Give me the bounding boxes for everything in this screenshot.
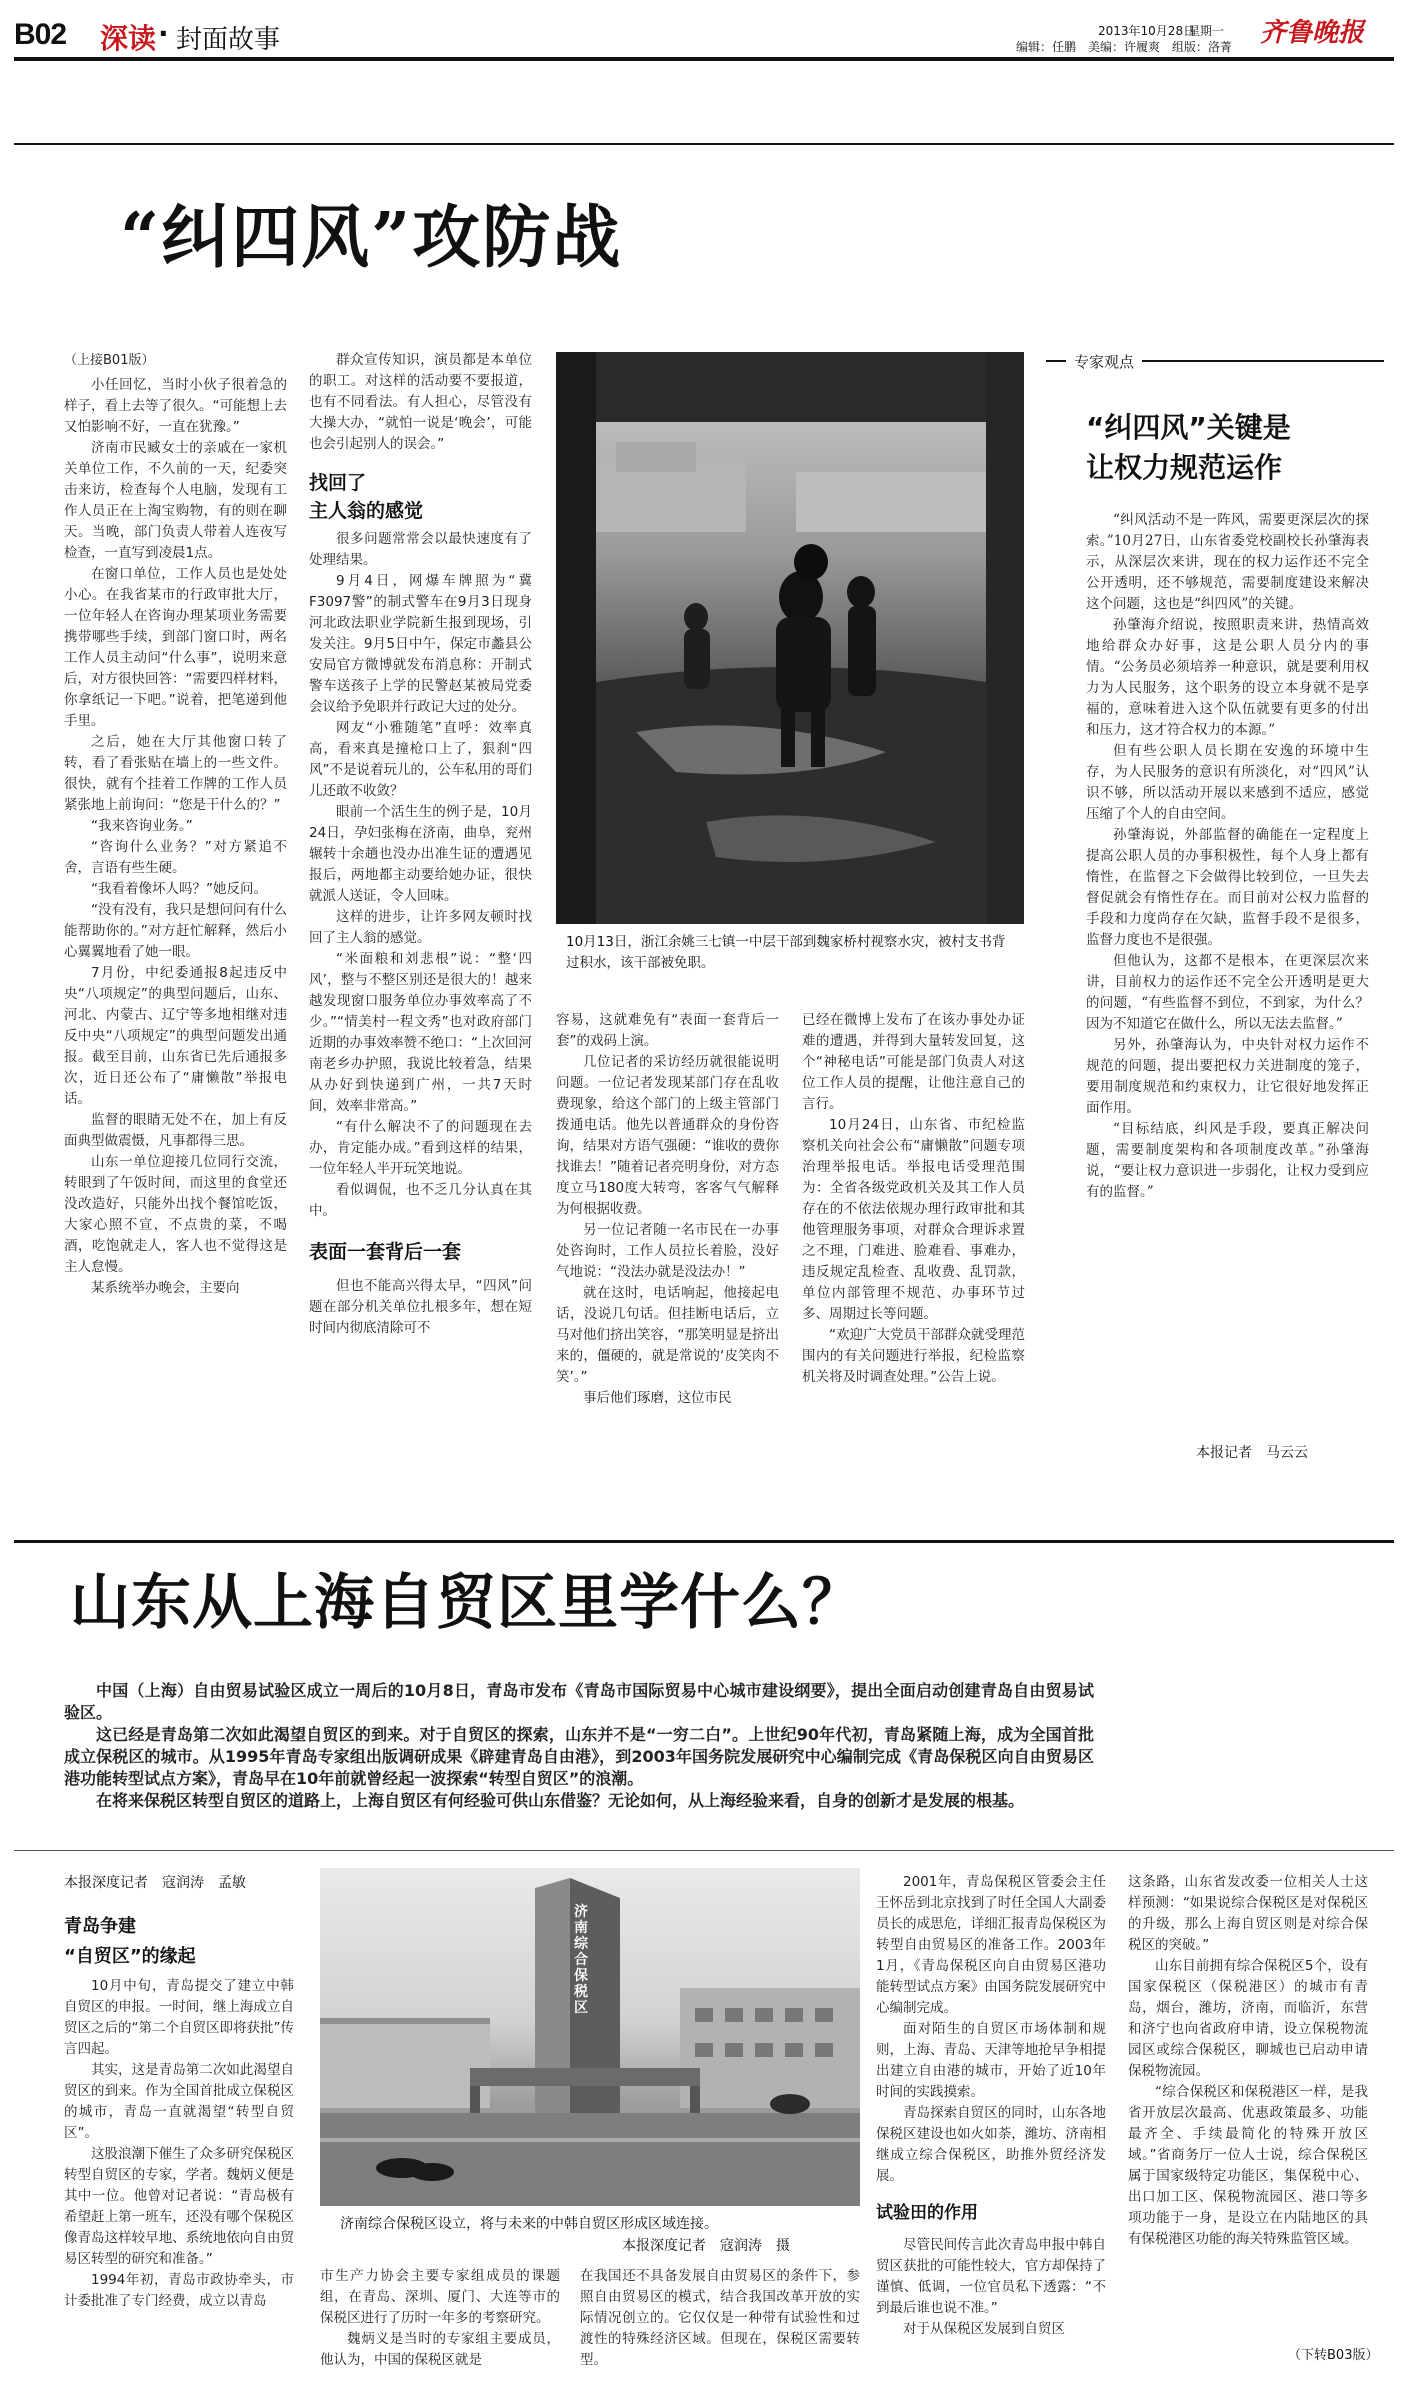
- paragraph: 群众宣传知识，演员都是本单位的职工。对这样的活动要不要报道，也有不同看法。有人担心，尽管没有大操大办，“就怕一说是‘晚会’，可能也会引起别人的误会。”: [309, 352, 532, 452]
- expert-view-sidebar: [1046, 352, 1384, 1532]
- paragraph: 孙肇海说，外部监督的确能在一定程度上提高公职人员的办事积极性，每个人身上都有惰性，在监督之下会做得比较到位，一旦失去督促就会有惰性存在。而目前对公权力监督的手段和力度尚存在欠缺，监督手段不是很多，监督力度也不是很强。: [1086, 827, 1369, 948]
- paragraph: “我来咨询业务。”: [91, 818, 193, 834]
- section-dot: ·: [158, 17, 169, 50]
- paragraph: 在我国还不具备发展自由贸易区的条件下，参照自由贸易区的模式，结合我国改革开放的实际情况创立的。它仅仅是一种带有试验性和过渡性的特殊经济区域。但现在，保税区需要转型。: [580, 2268, 860, 2368]
- paragraph: 网友“小雅随笔”直呼：效率真高，看来真是撞枪口上了，狠刹“四风”不是说着玩儿的，公车私用的哥们儿还敢不收敛？: [309, 720, 532, 799]
- issue-date: 2013年10月28日: [1098, 24, 1196, 38]
- paragraph: 7月份，中纪委通报8起违反中央“八项规定”的典型问题后，山东、河北、内蒙古、辽宁等多地相继对违反中央“八项规定”的典型问题发出通报。截至目前，山东省已先后通报多次，近日还公布了“庸懒散”举报电话。: [64, 965, 287, 1107]
- story1-subhead-1: [309, 469, 532, 525]
- paragraph: 但他认为，这都不是根本，在更深层次来讲，目前权力的运作还不完全公开透明是更大的问题，“有些监督不到位，不到家，为什么？因为不知道它在做什么，所以无法去监督。”: [1086, 953, 1369, 1032]
- section-label: 深读: [100, 22, 157, 55]
- paragraph: 山东目前拥有综合保税区5个，设有国家保税区（保税港区）的城市有青岛，烟台，潍坊，济南，而临沂，东营和济宁也向省政府申请，设立保税物流园区或综合保税区，聊城也已启动申请保税物流园。: [1128, 1958, 1368, 2079]
- paragraph: 另一位记者随一名市民在一办事处咨询时，工作人员拉长着脸，没好气地说：“没法办就是没法办！”: [556, 1222, 779, 1280]
- paragraph: 另外，孙肇海认为，中央针对权力运作不规范的问题，提出要把权力关进制度的笼子，要用制度规范和约束权力，让它很好地发挥正面作用。: [1086, 1037, 1369, 1116]
- lead-paragraph: 在将来保税区转型自贸区的道路上，上海自贸区有何经验可供山东借鉴？无论如何，从上海经验来看，自身的创新才是发展的根基。: [96, 1791, 1025, 1810]
- paragraph: 某系统举办晚会，主要向: [91, 1280, 240, 1296]
- paragraph: “没有没有，我只是想问问有什么能帮助你的。”对方赶忙解释，然后小心翼翼地看了她一眼。: [64, 902, 287, 960]
- bonded-zone-photo-credit: 本报深度记者 寇润涛 摄: [622, 2238, 790, 2254]
- story2-column-2: [320, 2266, 560, 2368]
- bonded-zone-photo-caption: 济南综合保税区设立，将与未来的中韩自贸区形成区域连接。: [340, 2216, 718, 2232]
- lead-paragraph: 中国（上海）自由贸易试验区成立一周后的10月8日，青岛市发布《青岛市国际贸易中心城市建设纲要》，提出全面启动创建青岛自由贸易试验区。: [64, 1681, 1094, 1722]
- bonded-zone-illustration: [320, 1868, 860, 2206]
- editor-credits: 编辑：任鹏 美编：许履爽 组版：洛菁: [1016, 40, 1233, 54]
- newspaper-logo: 齐鲁晚报: [1260, 18, 1365, 48]
- flood-photo-illustration: [556, 352, 1024, 924]
- bonded-zone-photo: [320, 1868, 860, 2206]
- story2-column-5: [1128, 1872, 1368, 2312]
- story2-subhead-2: 试验田的作用: [876, 2203, 978, 2223]
- story1-column-2: [309, 350, 532, 1525]
- paragraph: “米面粮和刘悲根”说：“整‘四风’，整与不整区别还是很大的！越来越发现窗口服务单位办事效率高了不少。”“情美村一程文秀”也对政府部门近期的办事效率赞不绝口：“上次回河南老乡办护照，我说比较着急，结果从办好到快递到广州，一共7天时间，效率非常高。”: [309, 951, 532, 1114]
- paragraph: 9月4日，网爆车牌照为“冀F3097警”的制式警车在9月3日现身河北政法职业学院新生报到现场，引发关注。9月5日中午，保定市蠡县公安局官方微博就发布消息称：开制式警车送孩子上学的民警赵某被局党委会议给予免职并行政记大过的处分。: [309, 573, 532, 715]
- paragraph: 魏炳义是当时的专家组主要成员，他认为，中国的保税区就是: [320, 2331, 560, 2368]
- paragraph: 已经在微博上发布了在该办事处办证难的遭遇，并得到大量转发回复，这个“神秘电话”可能是部门负责人对这位工作人员的提醒，让他注意自己的言行。: [802, 1012, 1025, 1112]
- paragraph: 山东一单位迎接几位同行交流，转眼到了午饭时间，而这里的食堂还没改造好，只能外出找个餐馆吃饭，大家心照不宣，不点贵的菜，不喝酒，吃饱就走人，客人也不觉得这是主人怠慢。: [64, 1154, 287, 1275]
- story1-col1-body: [64, 375, 287, 1299]
- header-rule-thick: [14, 57, 1394, 61]
- header-rule-thin: [14, 143, 1394, 145]
- story2-column-3: [580, 2266, 860, 2368]
- paragraph: 青岛探索自贸区的同时，山东各地保税区建设也如火如荼，潍坊、济南相继成立综合保税区，助推外贸经济发展。: [876, 2105, 1106, 2184]
- paragraph: 容易，这就难免有“表面一套背后一套”的戏码上演。: [556, 1012, 779, 1049]
- story1-subhead-2: 表面一套背后一套: [309, 1241, 462, 1263]
- paragraph: 市生产力协会主要专家组成员的课题组，在青岛、深圳、厦门、大连等市的保税区进行了历时一年多的考察研究。: [320, 2268, 560, 2326]
- paragraph: 监督的眼睛无处不在，加上有反面典型做震慑，凡事都得三思。: [64, 1112, 287, 1149]
- sidebar-headline-line2: 让权力规范运作: [1086, 451, 1283, 484]
- page-header: [0, 0, 1409, 60]
- story2-byline: 本报深度记者 寇润涛 孟敏: [64, 1875, 246, 1891]
- subsection-label: 封面故事: [176, 25, 281, 55]
- lead-paragraph: 这已经是青岛第二次如此渴望自贸区的到来。对于自贸区的探索，山东并不是“一穷二白”。上世纪90年代初，青岛紧随上海，成为全国首批成立保税区的城市。从1995年青岛专家组出版调研成果《辟建青岛自由港》，到2003年国务院发展研究中心编制完成《青岛保税区向自由贸易区港功能转型试点方案》，青岛早在10年前就曾经起一波探索“转型自贸区”的浪潮。: [64, 1725, 1094, 1788]
- paragraph: “我看着像坏人吗？”她反问。: [91, 881, 267, 897]
- paragraph: “欢迎广大党员干部群众就受理范围内的有关问题进行举报，纪检监察机关将及时调查处理。”公告上说。: [802, 1327, 1025, 1385]
- story2-subhead-1: [64, 1912, 294, 1972]
- paragraph: 1994年初，青岛市政协牵头，市计委批准了专门经费，成立以青岛: [64, 2272, 294, 2309]
- continued-to-note: （下转B03版）: [1288, 2348, 1379, 2363]
- paragraph: 但有些公职人员长期在安逸的环境中生存，为人民服务的意识有所淡化，对“四风”认识不够，所以活动开展以来感到不适应，感觉压缩了个人的自由空间。: [1086, 743, 1369, 822]
- paragraph: 10月中旬，青岛提交了建立中韩自贸区的申报。一时间，继上海成立自贸区之后的“第二个自贸区即将获批”传言四起。: [64, 1978, 294, 2057]
- paragraph: 这条路，山东省发改委一位相关人士这样预测：“如果说综合保税区是对保税区的升级，那么上海自贸区则是对综合保税区的突破。”: [1128, 1874, 1368, 1953]
- sidebar-tag: 专家观点: [1066, 352, 1142, 372]
- paragraph: “纠风活动不是一阵风，需要更深层次的探索。”10月27日，山东省委党校副校长孙肇海表示，从深层次来讲，现在的权力运作还不完全公开透明，还不够规范，需要制度建设来解决这个问题，这也是“纠四风”的关键。: [1086, 512, 1369, 612]
- paragraph: 尽管民间传言此次青岛申报中韩自贸区获批的可能性较大，官方却保持了谨慎、低调，一位官员私下透露：“不到最后谁也说不准。”: [876, 2237, 1106, 2316]
- paragraph: “综合保税区和保税港区一样，是我省开放层次最高、优惠政策最多、功能最齐全、手续最简化的特殊开放区域。”省商务厅一位人士说，综合保税区属于国家级特定功能区，集保税中心、出口加工区、保税物流园区、港口等多项功能于一身，是设立在内陆地区的具有保税港区功能的海关特殊监管区域。: [1128, 2084, 1368, 2247]
- paragraph: 这样的进步，让许多网友顿时找回了主人翁的感觉。: [309, 909, 532, 946]
- paragraph: 小任回忆，当时小伙子很着急的样子，看上去等了很久。“可能想上去又怕影响不好，一直在犹豫。”: [64, 377, 287, 435]
- paragraph: 这股浪潮下催生了众多研究保税区转型自贸区的专家，学者。魏炳义便是其中一位。他曾对记者说：“青岛极有希望赶上第一班车，还没有哪个保税区像青岛这样较早地、系统地依向自由贸易区转型的研究和准备。”: [64, 2146, 294, 2267]
- subhead-line: 主人翁的感觉: [309, 500, 424, 522]
- sidebar-byline: 本报记者 马云云: [1196, 1445, 1308, 1461]
- story2-headline: 山东从上海自贸区里学什么？: [70, 1568, 863, 1638]
- story1-column-3: [556, 1010, 779, 1525]
- paragraph: 几位记者的采访经历就很能说明问题。一位记者发现某部门存在乱收费现象，给这个部门的上级主管部门拨通电话。他先以普通群众的身份咨询，结果对方语气强硬：“谁收的费你找谁去！”随着记者亮明身份，对方态度立马180度大转弯，客客气气解释为何根据收费。: [556, 1054, 779, 1217]
- story1-headline: “纠四风”攻防战: [120, 198, 623, 278]
- paragraph: 对于从保税区发展到自贸区: [903, 2321, 1065, 2337]
- subhead-line: 青岛争建: [64, 1916, 136, 1937]
- paragraph: “咨询什么业务？”对方紧追不舍，言语有些生硬。: [64, 839, 287, 876]
- paragraph: “有什么解决不了的问题现在去办，肯定能办成。”看到这样的结果，一位年轻人半开玩笑地说。: [309, 1119, 532, 1177]
- subhead-line: 找回了: [309, 472, 367, 494]
- paragraph: 在窗口单位，工作人员也是处处小心。在我省某市的行政审批大厅，一位年轻人在咨询办理某项业务需要携带哪些手续，到部门窗口时，两名工作人员主动问“什么事”，说明来意后，对方很快回答：“需要四样材料，你拿纸记一下吧。”说着，把笔递到他手里。: [64, 566, 287, 729]
- story1-column-1: [64, 350, 287, 1525]
- paragraph: 面对陌生的自贸区市场体制和规则，上海、青岛、天津等地抢早争相提出建立自由港的城市，开始了近10年时间的实践摸索。: [876, 2021, 1106, 2100]
- paragraph: 2001年，青岛保税区管委会主任王怀岳到北京找到了时任全国人大副委员长的成思危，详细汇报青岛保税区为转型自由贸易区的准备工作。2003年1月，《青岛保税区向自由贸易区港功能转型试点方案》由国务院发展研究中心编制完成。: [876, 1874, 1106, 2016]
- gate-sign-text: 济南综合保税区: [574, 1904, 588, 2016]
- paragraph: 其实，这是青岛第二次如此渴望自贸区的到来。作为全国首批成立保税区的城市，青岛一直就渴望“转型自贸区”。: [64, 2062, 294, 2141]
- paragraph: 10月24日，山东省、市纪检监察机关向社会公布“庸懒散”问题专项治理举报电话。举报电话受理范围为：全省各级党政机关及其工作人员存在的不依法依规办理行政审批和其他管理服务事项，对群众合理诉求置之不理，门难进、脸难看、事难办，违反规定乱检查、乱收费、乱罚款，单位内部管理不规范、办事环节过多、周期过长等问题。: [802, 1117, 1025, 1322]
- issue-weekday: 星期一: [1188, 24, 1225, 38]
- paragraph: 看似调侃，也不乏几分认真在其中。: [309, 1182, 532, 1219]
- paragraph: “目标结底，纠风是手段，要真正解决问题，需要制度架构和各项制度改革。”孙肇海说，“要让权力意识进一步弱化，让权力受到应有的监督。”: [1086, 1121, 1369, 1200]
- paragraph: 很多问题常常会以最快速度有了处理结果。: [309, 531, 532, 568]
- subhead-line: “自贸区”的缘起: [64, 1946, 196, 1967]
- paragraph: 但也不能高兴得太早，“四风”问题在部分机关单位扎根多年，想在短时间内彻底清除可不: [309, 1278, 532, 1336]
- sidebar-body: [1086, 510, 1369, 1430]
- story1-column-4: [802, 1010, 1025, 1525]
- story-divider: [14, 1540, 1394, 1543]
- paragraph: 之后，她在大厅其他窗口转了转，看了看张贴在墙上的一些文件。很快，就有个挂着工作牌的工作人员紧张地上前询问：“您是干什么的？”: [64, 734, 287, 813]
- paragraph: 济南市民臧女士的亲戚在一家机关单位工作，不久前的一天，纪委突击来访，检查每个人电脑，发现有工作人员正在上淘宝购物，有的则在聊天。当晚，部门负责人带着人连夜写检查，一直写到凌晨1点。: [64, 440, 287, 561]
- paragraph: 眼前一个活生生的例子是，10月24日，孕妇张梅在济南，曲阜，兖州辗转十余趟也没办出准生证的遭遇见报后，两地都主动要给她办证，很快就派人送证，令人回味。: [309, 804, 532, 904]
- flood-photo: [556, 352, 1024, 924]
- sidebar-headline-line1: “纠四风”关键是: [1086, 411, 1291, 444]
- paragraph: 就在这时，电话响起，他接起电话，没说几句话。但挂断电话后，立马对他们挤出笑容，“那笑明显是挤出来的，僵硬的，就是常说的‘皮笑肉不笑’。”: [556, 1285, 779, 1385]
- continued-from-note: （上接B01版）: [64, 353, 155, 368]
- paragraph: 事后他们琢磨，这位市民: [583, 1390, 732, 1406]
- lead-divider: [14, 1850, 1394, 1851]
- page-number: B02: [14, 18, 67, 51]
- story2-lead: [64, 1680, 1094, 1840]
- flood-photo-caption: 10月13日，浙江余姚三七镇一中层干部到魏家桥村视察水灾，被村支书背过积水，该干部被免职。: [566, 934, 1006, 971]
- story2-column-4: [876, 1872, 1106, 2337]
- paragraph: 孙肇海介绍说，按照职责来讲，热情高效地给群众办好事，这是公职人员分内的事情。“公务员必须培养一种意识，就是要利用权力为人民服务，这个职务的设立本身就不是享福的，意味着进入这个队伍就要有更多的付出和压力，这才符合权力的本源。”: [1086, 617, 1369, 738]
- story2-column-1: [64, 1912, 294, 2332]
